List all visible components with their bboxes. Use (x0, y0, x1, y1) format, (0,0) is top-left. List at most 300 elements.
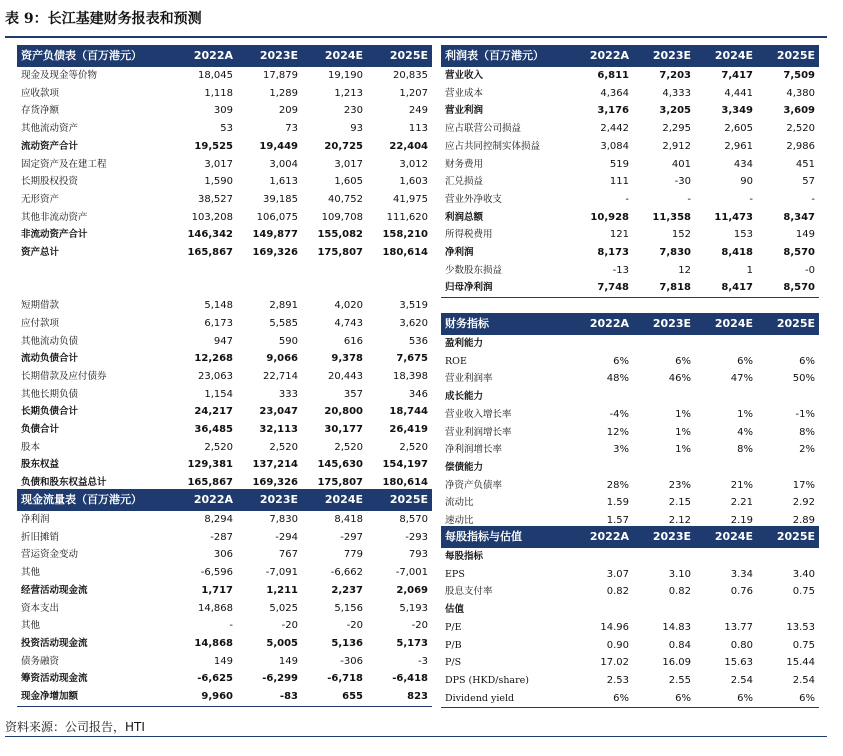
cell-value: 1,211 (266, 584, 298, 596)
column-header-year: 2024E (302, 45, 367, 67)
cell-value: 4,333 (662, 87, 691, 99)
cell-value: 2,961 (724, 140, 753, 152)
cell-value (757, 548, 819, 566)
cell-value: - (229, 620, 233, 632)
cell-value: 1,118 (204, 87, 233, 99)
cell-value: 149 (213, 655, 233, 667)
row-label: 负债和股东权益总计 (17, 474, 172, 492)
row-label: 汇兑损益 (445, 176, 484, 188)
cell-value: 175,807 (302, 474, 367, 492)
cell-value: 3,176 (597, 105, 629, 117)
table-row (17, 546, 432, 564)
table-row (441, 637, 819, 655)
cell-value: 73 (285, 123, 298, 135)
row-label: 净利润 (445, 247, 474, 259)
cell-value: 13.77 (724, 621, 753, 633)
table-row (441, 102, 819, 120)
column-header-year: 2022A (172, 489, 237, 511)
cell-value: 19,525 (194, 140, 233, 152)
cell-value: 779 (343, 549, 363, 561)
cell-value: 6% (633, 690, 695, 708)
cell-value: 346 (408, 388, 428, 400)
row-label: 成长能力 (445, 391, 484, 403)
table-row (17, 421, 432, 439)
cell-value: 3,620 (399, 317, 428, 329)
cell-value: 8% (799, 426, 815, 438)
table-row (441, 477, 819, 495)
cell-value: 111,620 (386, 211, 428, 223)
cell-value: 175,807 (317, 247, 363, 259)
row-label: 应收款项 (21, 87, 60, 99)
table-row (17, 102, 432, 120)
row-label: 营业收入 (445, 70, 484, 81)
cell-value: 129,381 (187, 459, 233, 471)
row-label: 净利润增长率 (445, 444, 503, 456)
cell-value: 15.63 (724, 657, 753, 669)
cell-value: 10,928 (590, 211, 629, 223)
cell-value: 3,084 (600, 140, 629, 152)
cell-value (302, 279, 367, 297)
column-header-year: 2023E (237, 45, 302, 67)
cell-value: 20,725 (324, 140, 363, 152)
cell-value: 103,208 (191, 211, 233, 223)
row-label: 净资产负债率 (445, 479, 503, 491)
row-label: P/E (445, 621, 462, 633)
cell-value: 1 (746, 264, 753, 276)
cell-value: 3,017 (204, 158, 233, 170)
cell-value: 22,714 (263, 370, 298, 382)
cell-value: 8,418 (721, 247, 753, 259)
cell-value: 5,173 (396, 637, 428, 649)
income-statement-table (441, 45, 819, 298)
cell-value: 767 (278, 549, 298, 561)
column-header-year: 2023E (633, 526, 695, 548)
cell-value: 333 (278, 388, 298, 400)
table-row (441, 459, 819, 477)
row-label: P/S (445, 657, 462, 669)
row-label: 流动比 (445, 497, 474, 509)
cell-value (237, 262, 302, 280)
table-row (441, 279, 819, 297)
cell-value: 3,004 (269, 158, 298, 170)
cell-value: 7,830 (269, 514, 298, 525)
cell-value: 793 (408, 549, 428, 561)
table-row (441, 566, 819, 584)
cell-value: 180,614 (367, 474, 432, 492)
cell-value: 2,069 (396, 584, 428, 596)
cell-value: 2,520 (204, 441, 233, 453)
cell-value: 137,214 (252, 459, 298, 471)
cell-value: 8,570 (757, 279, 819, 297)
cell-value: 1,603 (399, 176, 428, 188)
row-label: 现金净增加额 (17, 688, 172, 706)
cell-value: 3,012 (399, 158, 428, 170)
table-row (441, 494, 819, 512)
table-header-title: 每股指标与估值 (441, 526, 571, 548)
cell-value: 22,404 (389, 140, 428, 152)
cell-value: 7,830 (659, 247, 691, 259)
row-label: 少数股东损益 (445, 264, 503, 276)
cell-value: 6,173 (204, 317, 233, 329)
table-row (17, 653, 432, 671)
cell-value: -20 (281, 620, 298, 632)
cell-value: 451 (795, 158, 815, 170)
cell-value (571, 548, 633, 566)
cell-value: 4% (737, 426, 753, 438)
cell-value: 57 (802, 176, 815, 188)
row-label: 营运资金变动 (21, 549, 79, 561)
cell-value: -83 (237, 688, 302, 706)
table-row (17, 138, 432, 156)
cell-value (695, 388, 757, 406)
table-header-row (441, 313, 819, 335)
cell-value: 47% (730, 373, 753, 385)
cell-value: 30,177 (324, 424, 363, 436)
row-label: 股息支付率 (445, 586, 493, 598)
table-row (441, 191, 819, 209)
row-label: 长期股权投资 (21, 176, 79, 188)
cell-value: - (749, 193, 753, 205)
cell-value: 154,197 (382, 459, 428, 471)
cell-value: -6,418 (392, 673, 428, 685)
cell-value: 2,520 (269, 441, 298, 453)
cell-value: 536 (408, 335, 428, 347)
cell-value: 11,358 (652, 211, 691, 223)
cell-value: 158,210 (382, 229, 428, 241)
cell-value: -1% (795, 408, 815, 420)
cell-value: 1% (675, 426, 691, 438)
row-label: DPS (HKD/share) (445, 674, 529, 686)
cell-value (633, 459, 695, 477)
table-header-row (441, 45, 819, 67)
cell-value: 6% (571, 690, 633, 708)
cell-value: -13 (612, 264, 629, 276)
cell-value (695, 335, 757, 353)
cell-value: -7,001 (395, 567, 428, 579)
cell-value: 39,185 (263, 193, 298, 205)
table-row (441, 244, 819, 262)
balance-sheet-table (17, 45, 432, 493)
cell-value: 2.92 (792, 497, 815, 509)
cell-value: 1,213 (334, 87, 363, 99)
cell-value (757, 459, 819, 477)
cell-value: -293 (405, 531, 428, 543)
cell-value: 9,066 (266, 353, 298, 365)
cell-value: 5,193 (399, 602, 428, 614)
cell-value: 2,520 (334, 441, 363, 453)
cell-value: 8,570 (399, 514, 428, 525)
cell-value: 2,295 (662, 123, 691, 135)
cell-value: 17.02 (600, 657, 629, 669)
cell-value: 23,063 (198, 370, 233, 382)
cell-value: -6,718 (327, 673, 363, 685)
cell-value: 121 (609, 229, 629, 241)
cell-value: 15.44 (786, 657, 815, 669)
cell-value: 4,364 (600, 87, 629, 99)
cell-value: 0.76 (730, 586, 753, 598)
table-row (17, 350, 432, 368)
row-label: 营业成本 (445, 87, 484, 99)
row-label: 负债合计 (21, 424, 60, 436)
column-header-year: 2023E (633, 45, 695, 67)
row-label: 其他流动负债 (21, 335, 79, 347)
cell-value: 153 (733, 229, 753, 241)
column-header-year: 2025E (367, 45, 432, 67)
cell-value: 2.54 (730, 674, 753, 686)
cell-value: 40,752 (328, 193, 363, 205)
cell-value (633, 548, 695, 566)
table-row (441, 690, 819, 708)
cell-value: 11,473 (714, 211, 753, 223)
cell-value (757, 601, 819, 619)
row-label: 营业外净收支 (445, 193, 503, 205)
table-row (441, 406, 819, 424)
table-row (441, 67, 819, 85)
table-row (17, 511, 432, 529)
cell-value: 8,294 (204, 514, 233, 525)
row-label: 经营活动现金流 (21, 584, 88, 596)
cell-value: 5,025 (269, 602, 298, 614)
row-label: 现金及现金等价物 (21, 70, 98, 81)
table-row (17, 120, 432, 138)
table-row (17, 156, 432, 174)
cell-value: 7,675 (396, 353, 428, 365)
table-row (17, 297, 432, 315)
cell-value: -6,299 (262, 673, 298, 685)
cell-value: 8,570 (783, 247, 815, 259)
cell-value: 113 (408, 123, 428, 135)
cell-value: 2,986 (786, 140, 815, 152)
row-label: 长期负债合计 (21, 406, 79, 418)
cell-value: 9,378 (331, 353, 363, 365)
cell-value: 1% (675, 408, 691, 420)
table-row (17, 244, 432, 262)
row-label: 利润总额 (445, 211, 484, 223)
row-label: 无形资产 (21, 193, 60, 205)
cell-value: -294 (275, 531, 298, 543)
cell-value: 947 (213, 335, 233, 347)
cell-value: 249 (408, 105, 428, 117)
row-label: 债务融资 (21, 655, 60, 667)
table-row (17, 403, 432, 421)
row-label: 每股指标 (445, 551, 484, 562)
row-label: 非流动资产合计 (21, 229, 88, 241)
financial-ratios-table (441, 313, 819, 531)
table-row (17, 315, 432, 333)
cell-value: 149 (278, 655, 298, 667)
row-label: 股本 (21, 441, 41, 453)
cell-value: 8,173 (597, 247, 629, 259)
cell-value: 32,113 (259, 424, 298, 436)
cell-value: 0.80 (730, 639, 753, 651)
row-label: ROE (445, 355, 467, 367)
cell-value: 1.59 (606, 497, 629, 509)
cell-value: 19,190 (328, 70, 363, 81)
row-label: 折旧摊销 (21, 531, 60, 543)
cell-value: 4,380 (786, 87, 815, 99)
cell-value: 6% (757, 690, 819, 708)
column-header-year: 2022A (172, 45, 237, 67)
cell-value: 434 (733, 158, 753, 170)
column-header-year: 2025E (367, 489, 432, 511)
cell-value: 8% (737, 444, 753, 456)
cell-value: 6,811 (597, 70, 629, 81)
cell-value: 616 (343, 335, 363, 347)
cell-value: - (811, 193, 815, 205)
cell-value: 7,417 (721, 70, 753, 81)
table-row (17, 617, 432, 635)
cell-value: 5,585 (269, 317, 298, 329)
table-row (17, 386, 432, 404)
cell-value: 5,148 (204, 300, 233, 312)
cell-value: 155,082 (317, 229, 363, 241)
cell-value (695, 601, 757, 619)
cell-value: 8,347 (783, 211, 815, 223)
cell-value: 21% (730, 479, 753, 491)
table-row (441, 353, 819, 371)
cell-value (172, 279, 237, 297)
cell-value: 1,613 (269, 176, 298, 188)
cell-value: 111 (609, 176, 629, 188)
table-row (441, 226, 819, 244)
cell-value: 180,614 (382, 247, 428, 259)
row-label (17, 262, 172, 280)
cell-value (695, 548, 757, 566)
cell-value: 0.82 (668, 586, 691, 598)
cell-value: 23% (668, 479, 691, 491)
column-header-year: 2022A (571, 313, 633, 335)
cell-value: -287 (210, 531, 233, 543)
table-header-title: 利润表（百万港元） (441, 45, 571, 67)
row-label: 其他非流动资产 (21, 211, 88, 223)
table-row (441, 388, 819, 406)
table-row (17, 368, 432, 386)
cell-value: 12 (678, 264, 691, 276)
column-header-year: 2023E (237, 489, 302, 511)
cell-value: 2.19 (695, 512, 757, 530)
cell-value: 1,605 (334, 176, 363, 188)
cell-value: 1% (675, 444, 691, 456)
table-row (441, 583, 819, 601)
table-row (17, 564, 432, 582)
cell-value: 3.34 (730, 568, 753, 580)
cell-value: 14.96 (600, 621, 629, 633)
cell-value: 1,289 (269, 87, 298, 99)
cell-value (571, 335, 633, 353)
cell-value (695, 459, 757, 477)
table-row (441, 424, 819, 442)
cell-value (633, 388, 695, 406)
table-row (441, 619, 819, 637)
cell-value: 152 (671, 229, 691, 241)
cell-value (571, 601, 633, 619)
cell-value: 0.90 (606, 639, 629, 651)
table-header-title: 财务指标 (441, 313, 571, 335)
cell-value: 20,443 (328, 370, 363, 382)
cell-value: 14,868 (198, 602, 233, 614)
cell-value: 24,217 (194, 406, 233, 418)
table-row (17, 191, 432, 209)
cell-value (367, 279, 432, 297)
cell-value: 3,017 (334, 158, 363, 170)
row-label: 存货净额 (21, 105, 60, 117)
column-header-year: 2022A (571, 526, 633, 548)
cell-value: 590 (278, 335, 298, 347)
row-label: 应占联营公司损益 (445, 123, 522, 135)
table-row (17, 600, 432, 618)
cell-value: 1% (737, 408, 753, 420)
cell-value: 209 (278, 105, 298, 117)
cell-value: 20,835 (393, 70, 428, 81)
cell-value: 17,879 (263, 70, 298, 81)
column-header-year: 2025E (757, 313, 819, 335)
cell-value: 14.83 (662, 621, 691, 633)
cell-value: 6% (613, 355, 629, 367)
row-label: 归母净利润 (441, 279, 571, 297)
cell-value: 3,519 (399, 300, 428, 312)
table-header-row (17, 489, 432, 511)
row-label: 固定资产及在建工程 (21, 158, 107, 170)
table-row (17, 529, 432, 547)
cell-value: 3.10 (668, 568, 691, 580)
cell-value: 8,418 (334, 514, 363, 525)
table-row (441, 601, 819, 619)
table-row (17, 226, 432, 244)
column-header-year: 2024E (695, 313, 757, 335)
cell-value: 2,891 (269, 300, 298, 312)
cell-value: 146,342 (187, 229, 233, 241)
cell-value: 655 (302, 688, 367, 706)
table-row (17, 173, 432, 191)
table-row (441, 370, 819, 388)
cell-value: 2.21 (730, 497, 753, 509)
cell-value: 4,743 (334, 317, 363, 329)
row-label: 营业利润率 (445, 373, 493, 385)
cell-value: 17% (792, 479, 815, 491)
cell-value: 48% (606, 373, 629, 385)
table-row (441, 209, 819, 227)
cell-value: 41,975 (393, 193, 428, 205)
cell-value: 8,417 (695, 279, 757, 297)
cell-value: 19,449 (259, 140, 298, 152)
table-row (441, 262, 819, 280)
cell-value: -6,596 (200, 567, 233, 579)
cell-value: -6,662 (330, 567, 363, 579)
cell-value: 12,268 (194, 353, 233, 365)
cell-value: 109,708 (321, 211, 363, 223)
cell-value: 2,912 (662, 140, 691, 152)
cell-value: 16.09 (662, 657, 691, 669)
cell-value (172, 262, 237, 280)
cell-value: 0.75 (792, 639, 815, 651)
row-label: 股东权益 (21, 459, 60, 471)
cell-value: 149,877 (252, 229, 298, 241)
cell-value: 519 (609, 158, 629, 170)
cell-value: -0 (805, 264, 815, 276)
cell-value: 3,349 (721, 105, 753, 117)
row-label: 其他 (21, 567, 41, 579)
cell-value: 9,960 (172, 688, 237, 706)
cell-value: 14,868 (194, 637, 233, 649)
column-header-year: 2022A (571, 45, 633, 67)
table-row (17, 209, 432, 227)
per-share-valuation-table (441, 526, 819, 708)
table-row (441, 672, 819, 690)
cell-value: 26,419 (389, 424, 428, 436)
cell-value (367, 262, 432, 280)
row-label: Dividend yield (441, 690, 571, 708)
cell-value: 20,800 (324, 406, 363, 418)
